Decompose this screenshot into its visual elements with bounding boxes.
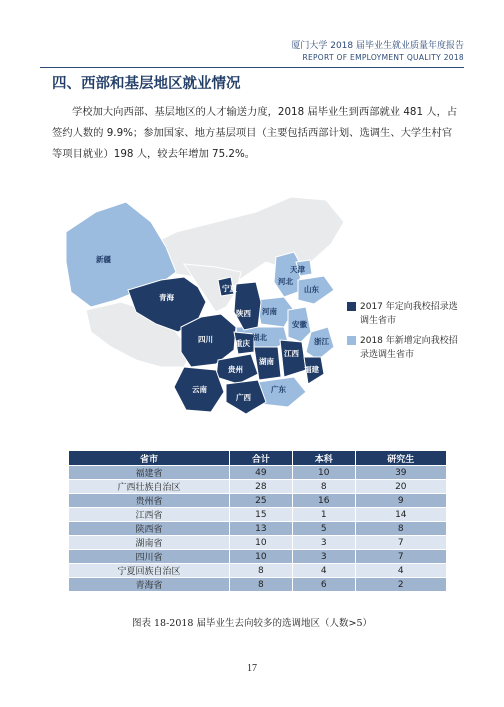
cell-grad: 4 [355,564,446,578]
cell-total: 10 [230,550,293,564]
table-row [69,550,447,564]
label-fujian: 福建 [304,365,319,374]
legend-label-2018: 2018 年新增定向我校招录选调生省市 [360,336,458,360]
cell-grad: 7 [355,536,446,550]
label-shandong: 山东 [304,285,319,294]
cell-undergrad: 8 [292,480,355,494]
table-row [69,466,447,480]
table-caption: 图表 18-2018 届毕业生去向较多的选调地区（人数>5） [131,618,373,629]
label-anhui: 安徽 [292,320,307,329]
cell-undergrad: 10 [292,466,355,480]
cell-grad: 39 [355,466,446,480]
table-row [69,494,447,508]
table-row [69,578,447,592]
label-zhejiang: 浙江 [314,337,329,346]
section-title: 四、西部和基层地区就业情况 [52,76,241,92]
cell-province: 湖南省 [69,536,230,550]
legend-item-2018 [347,334,465,362]
label-tianjin: 天津 [290,265,305,274]
header-divider [40,67,464,68]
table-row [69,536,447,550]
cell-undergrad: 1 [292,508,355,522]
map-legend [347,300,465,368]
label-guangdong: 广东 [271,385,286,394]
label-jiangxi: 江西 [284,349,299,358]
cell-province: 青海省 [69,578,230,592]
cell-total: 25 [230,494,293,508]
page-number: 17 [247,663,257,674]
header-title-en: REPORT OF EMPLOYMENT QUALITY 2018 [302,53,464,62]
label-hunan: 湖南 [259,357,274,366]
label-yunnan: 云南 [192,385,207,394]
cell-undergrad: 6 [292,578,355,592]
cell-total: 13 [230,522,293,536]
recruitment-table [68,451,446,591]
cell-undergrad: 4 [292,564,355,578]
cell-province: 江西省 [69,508,230,522]
cell-total: 15 [230,508,293,522]
cell-grad: 14 [355,508,446,522]
header-title-cn: 厦门大学 2018 届毕业生就业质量年度报告 [291,41,464,51]
map-jiangxi [280,340,306,377]
table-row [69,522,447,536]
cell-grad: 9 [355,494,446,508]
label-qinghai: 青海 [159,293,174,302]
label-hubei: 湖北 [252,333,267,342]
china-map [66,192,356,447]
label-xinjiang: 新疆 [96,255,111,264]
cell-grad: 7 [355,550,446,564]
cell-undergrad: 16 [292,494,355,508]
cell-grad: 20 [355,480,446,494]
legend-label-2017: 2017 年定向我校招录选调生省市 [360,302,458,326]
cell-undergrad: 3 [292,550,355,564]
cell-total: 49 [230,466,293,480]
cell-undergrad: 5 [292,522,355,536]
table-header-undergrad: 本科 [292,451,355,466]
map-shaanxi [234,282,261,330]
page-header [291,40,464,63]
cell-total: 28 [230,480,293,494]
label-chongqing: 重庆 [235,339,250,348]
legend-swatch-2017 [347,302,356,311]
label-sichuan: 四川 [198,335,213,344]
cell-total: 8 [230,564,293,578]
label-guizhou: 贵州 [228,365,243,374]
cell-undergrad: 3 [292,536,355,550]
table-row [69,480,447,494]
table-header-total: 合计 [230,451,293,466]
cell-total: 10 [230,536,293,550]
cell-province: 陕西省 [69,522,230,536]
cell-province: 贵州省 [69,494,230,508]
cell-province: 四川省 [69,550,230,564]
cell-grad: 8 [355,522,446,536]
table-header-province: 省市 [69,451,230,466]
cell-province: 福建省 [69,466,230,480]
cell-province: 宁夏回族自治区 [69,564,230,578]
label-shaanxi: 陕西 [236,309,251,318]
legend-item-2017 [347,300,465,328]
body-paragraph: 学校加大向西部、基层地区的人才输送力度，2018 届毕业生到西部就业 481 人，占签约人数的 9.9%；参加国家、地方基层项目（主要包括西部计划、选调生、大学生村官等项目就业）198 人，较去年增加 75.2%。 [52,106,458,160]
cell-total: 8 [230,578,293,592]
table-row [69,564,447,578]
label-hebei: 河北 [278,277,293,286]
cell-grad: 2 [355,578,446,592]
table-header-grad: 研究生 [355,451,446,466]
label-ningxia: 宁夏 [222,284,237,293]
cell-province: 广西壮族自治区 [69,480,230,494]
legend-swatch-2018 [347,336,356,345]
table-row [69,508,447,522]
label-henan: 河南 [262,307,277,316]
table-header-row [69,451,447,466]
label-guangxi: 广西 [236,393,251,402]
